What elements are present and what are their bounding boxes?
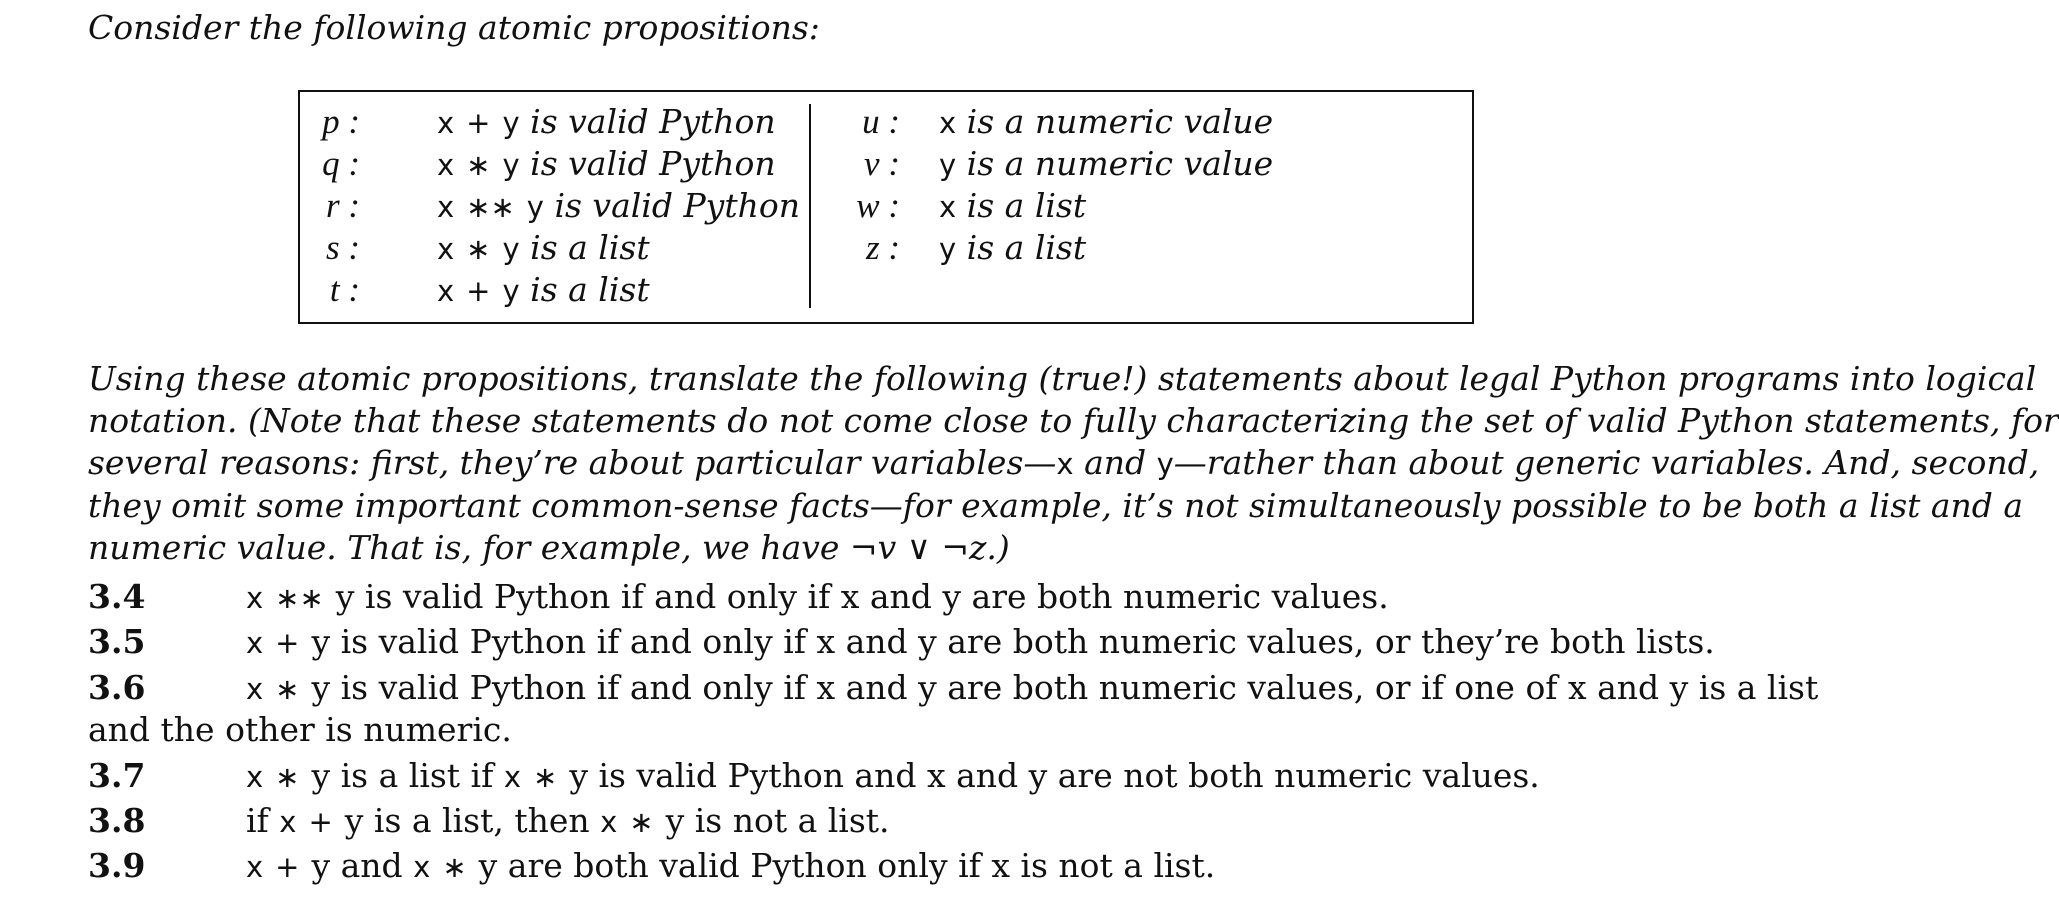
paragraph-line: they omit some important common-sense facts—for example, it’s not simultaneously possible to be both a list and a	[88, 486, 2024, 525]
proposition-symbol: w :	[856, 186, 900, 225]
instructions-paragraph	[88, 358, 2059, 569]
exercise-text: x ∗ y is a list if x ∗ y is valid Python and x and y are not both numeric values.	[246, 756, 1540, 795]
exercise-number: 3.4	[88, 577, 146, 616]
proposition-definition: x ∗ y is a list	[437, 228, 650, 267]
exercise-number: 3.8	[88, 801, 146, 840]
proposition-symbol: u :	[862, 102, 900, 141]
proposition-definition: y is a list	[939, 228, 1087, 267]
proposition-definition: x is a numeric value	[939, 102, 1274, 141]
proposition-symbol: p :	[322, 102, 360, 141]
proposition-symbol: t :	[329, 270, 360, 309]
proposition-definition: x is a list	[939, 186, 1087, 225]
proposition-symbol: r :	[325, 186, 360, 225]
intro-text: Consider the following atomic propositions:	[88, 8, 820, 47]
exercise-number: 3.9	[88, 846, 146, 885]
exercise-text: x ∗∗ y is valid Python if and only if x and y are both numeric values.	[246, 577, 1389, 616]
exercise-text: x + y and x ∗ y are both valid Python only if x is not a list.	[246, 846, 1216, 885]
paragraph-line: several reasons: first, they’re about particular variables—x and y—rather than about generic variables. And, second,	[88, 443, 2040, 482]
exercise-number: 3.6	[88, 668, 146, 707]
exercise-text: if x + y is a list, then x ∗ y is not a list.	[246, 801, 890, 840]
paragraph-line: numeric value. That is, for example, we have ¬v ∨ ¬z.)	[88, 528, 1010, 567]
paragraph-line: notation. (Note that these statements do not come close to fully characterizing the set of valid Python statements, for	[88, 401, 2059, 440]
proposition-definition: x ∗∗ y is valid Python	[437, 186, 800, 225]
proposition-definition: x ∗ y is valid Python	[437, 144, 776, 183]
exercise-number: 3.5	[88, 622, 146, 661]
proposition-symbol: z :	[865, 228, 900, 267]
propositions-box	[298, 90, 1474, 324]
propositions-divider	[809, 104, 811, 308]
exercise-number: 3.7	[88, 756, 146, 795]
proposition-definition: y is a numeric value	[939, 144, 1274, 183]
proposition-symbol: s :	[325, 228, 360, 267]
proposition-symbol: v :	[864, 144, 900, 183]
proposition-definition: x + y is a list	[437, 270, 650, 309]
exercise-text: x ∗ y is valid Python if and only if x and y are both numeric values, or if one of x and y is a list	[246, 668, 1819, 707]
proposition-symbol: q :	[322, 144, 360, 183]
exercise-text: and the other is numeric.	[88, 710, 512, 749]
exercise-text: x + y is valid Python if and only if x and y are both numeric values, or they’re both lists.	[246, 622, 1715, 661]
paragraph-line: Using these atomic propositions, translate the following (true!) statements about legal Python programs into logical	[88, 359, 2037, 398]
proposition-definition: x + y is valid Python	[437, 102, 776, 141]
